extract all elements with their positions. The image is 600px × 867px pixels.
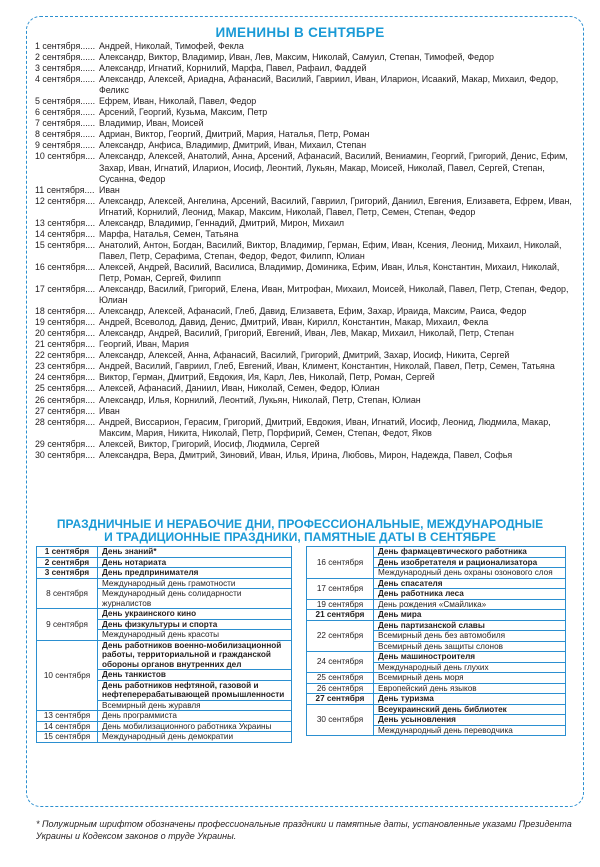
nameday-names: Александр, Виктор, Владимир, Иван, Лев, Максим, Николай, Самуил, Степан, Тимофей, Федор — [99, 52, 494, 63]
nameday-row — [35, 74, 575, 96]
holiday-name: Всеукраинский день библиотек — [374, 704, 566, 715]
holiday-name: День работника леса — [374, 589, 566, 600]
nameday-date: 28 сентября.... — [35, 416, 96, 427]
nameday-row — [35, 196, 575, 218]
nameday-date: 3 сентября...... — [35, 63, 96, 74]
nameday-row — [35, 63, 575, 74]
holiday-row — [37, 568, 292, 579]
nameday-row — [35, 129, 575, 140]
holiday-row — [307, 610, 566, 621]
nameday-date: 20 сентября.... — [35, 328, 96, 339]
nameday-names: Александра, Вера, Дмитрий, Зиновий, Иван, Илья, Ирина, Любовь, Мирон, Надежда, Павел, Софья — [99, 449, 513, 460]
holiday-name: День предпринимателя — [98, 568, 292, 579]
holiday-row — [307, 599, 566, 610]
nameday-date: 9 сентября...... — [35, 140, 96, 151]
holiday-row — [307, 683, 566, 694]
holidays-title-line2: И ТРАДИЦИОННЫЕ ПРАЗДНИКИ, ПАМЯТНЫЕ ДАТЫ В СЕНТЯБРЕ — [104, 530, 496, 544]
holiday-row — [37, 557, 292, 568]
nameday-names: Андрей, Всеволод, Давид, Денис, Дмитрий, Иван, Кирилл, Константин, Макар, Михаил, Фекла — [99, 317, 489, 328]
nameday-date: 16 сентября.... — [35, 261, 96, 272]
nameday-date: 1 сентября...... — [35, 41, 96, 51]
holiday-row — [37, 721, 292, 732]
nameday-names: Александр, Алексей, Афанасий, Глеб, Давид, Елизавета, Ефим, Захар, Ираида, Максим, Раиса, Федор — [99, 306, 527, 317]
nameday-date: 17 сентября.... — [35, 284, 96, 295]
nameday-names: Андрей, Василий, Гавриил, Глеб, Евгений, Иван, Климент, Константин, Николай, Павел, Петр, Семен, Татьяна — [99, 361, 555, 372]
holiday-name: Международный день грамотности — [98, 578, 292, 589]
nameday-row — [35, 151, 575, 184]
nameday-row — [35, 218, 575, 229]
holiday-name: День усыновления — [374, 715, 566, 726]
nameday-names: Марфа, Наталья, Семен, Татьяна — [99, 228, 239, 239]
nameday-date: 22 сентября.... — [35, 350, 96, 361]
nameday-date: 7 сентября...... — [35, 118, 96, 129]
holiday-row — [307, 652, 566, 663]
nameday-row — [35, 41, 575, 52]
holidays-title-line1: ПРАЗДНИЧНЫЕ И НЕРАБОЧИЕ ДНИ, ПРОФЕССИОНАЛЬНЫЕ, МЕЖДУНАРОДНЫЕ — [56, 517, 544, 531]
nameday-date: 13 сентября.... — [35, 217, 96, 228]
holiday-date: 1 сентября — [37, 547, 98, 558]
nameday-names: Александр, Алексей, Ангелина, Арсений, Василий, Гавриил, Григорий, Даниил, Евгения, Елизавета, Ефрем, Иван, Игнатий, Корнилий, Леонид, Макар, Максим, Николай, Павел, Петр, Семен, Степан, Федор — [99, 195, 572, 217]
holiday-name: День рождения «Смайлика» — [374, 599, 566, 610]
holiday-date: 30 сентября — [307, 704, 374, 736]
holiday-name: Международный день глухих — [374, 662, 566, 673]
holiday-name: Всемирный день защиты слонов — [374, 641, 566, 652]
holiday-row — [37, 547, 292, 558]
nameday-row — [35, 107, 575, 118]
holiday-row — [307, 694, 566, 705]
holiday-name: День работников военно-мобилизационной работы, территориальной и гражданской обороны органов внутренних дел — [98, 640, 292, 670]
nameday-date: 29 сентября.... — [35, 438, 96, 449]
holiday-row — [37, 640, 292, 670]
holiday-row — [307, 673, 566, 684]
nameday-date: 15 сентября.... — [35, 239, 96, 250]
holidays-title — [0, 518, 600, 544]
nameday-row — [35, 350, 575, 361]
nameday-names: Владимир, Иван, Моисей — [99, 118, 204, 129]
footnote: * Полужирным шрифтом обозначены профессиональные праздники и памятные даты, установленные указами Президента Украины и Кодексом законов о труде Украины. — [36, 819, 572, 841]
holiday-name: Всемирный день журавля — [98, 700, 292, 711]
nameday-names: Георгий, Иван, Мария — [99, 339, 189, 350]
holiday-name: День мира — [374, 610, 566, 621]
nameday-date: 18 сентября.... — [35, 306, 96, 317]
holiday-row — [307, 620, 566, 631]
nameday-names: Арсений, Георгий, Кузьма, Максим, Петр — [99, 107, 268, 118]
holiday-date: 9 сентября — [37, 609, 98, 641]
nameday-row — [35, 450, 575, 461]
nameday-row — [35, 140, 575, 151]
holiday-name: День фармацевтического работника — [374, 547, 566, 558]
holiday-name: Всемирный день без автомобиля — [374, 631, 566, 642]
holiday-row — [37, 578, 292, 589]
holiday-date: 10 сентября — [37, 640, 98, 711]
nameday-row — [35, 372, 575, 383]
holiday-date: 22 сентября — [307, 620, 374, 652]
nameday-names: Александр, Анфиса, Владимир, Дмитрий, Иван, Михаил, Степан — [99, 140, 367, 151]
nameday-names: Адриан, Виктор, Георгий, Дмитрий, Мария, Наталья, Петр, Роман — [99, 129, 370, 140]
nameday-names: Алексей, Афанасий, Даниил, Иван, Николай, Семен, Федор, Юлиан — [99, 383, 380, 394]
holiday-date: 3 сентября — [37, 568, 98, 579]
holiday-name: Международный день демократии — [98, 732, 292, 743]
nameday-date: 12 сентября.... — [35, 195, 96, 206]
nameday-names: Александр, Андрей, Василий, Григорий, Евгений, Иван, Лев, Макар, Михаил, Николай, Петр, Степан — [99, 328, 514, 339]
nameday-row — [35, 395, 575, 406]
nameday-names: Александр, Алексей, Анатолий, Анна, Арсений, Афанасий, Василий, Вениамин, Георгий, Григорий, Денис, Ефим, Захар, Иван, Игнатий, Иларион, Иосиф, Леонтий, Лукьян, Макар, Моисей, Николай, Павел, Сергей, Степан, Сусанна, Федор — [99, 151, 568, 184]
holiday-name: День спасателя — [374, 578, 566, 589]
holiday-name: День программиста — [98, 711, 292, 722]
holiday-name: День танкистов — [98, 670, 292, 681]
holiday-name: День мобилизационного работника Украины — [98, 721, 292, 732]
holiday-name: Международный день переводчика — [374, 725, 566, 736]
holiday-name: Европейский день языков — [374, 683, 566, 694]
holiday-row — [37, 609, 292, 620]
nameday-date: 6 сентября...... — [35, 107, 96, 118]
nameday-date: 26 сентября.... — [35, 394, 96, 405]
nameday-date: 8 сентября...... — [35, 129, 96, 140]
holiday-name: День нотариата — [98, 557, 292, 568]
holiday-name: День работников нефтяной, газовой и нефтеперерабатывающей промышленности — [98, 680, 292, 700]
nameday-row — [35, 118, 575, 129]
holiday-name: Международный день солидарности журналистов — [98, 589, 292, 609]
nameday-date: 27 сентября.... — [35, 405, 96, 416]
nameday-names: Александр, Алексей, Анна, Афанасий, Василий, Григорий, Дмитрий, Захар, Иосиф, Никита, Сергей — [99, 350, 510, 361]
holiday-date: 24 сентября — [307, 652, 374, 673]
holiday-date: 14 сентября — [37, 721, 98, 732]
nameday-date: 21 сентября.... — [35, 339, 96, 350]
nameday-date: 5 сентября...... — [35, 96, 96, 107]
nameday-names: Александр, Илья, Корнилий, Леонтий, Лукьян, Николай, Петр, Степан, Юлиан — [99, 394, 421, 405]
nameday-row — [35, 406, 575, 417]
holiday-name: День знаний* — [98, 547, 292, 558]
holidays-table-left — [36, 546, 292, 743]
nameday-date: 2 сентября...... — [35, 52, 96, 63]
nameday-names: Иван — [99, 405, 120, 416]
nameday-row — [35, 240, 575, 262]
nameday-names: Александр, Василий, Григорий, Елена, Иван, Митрофан, Михаил, Моисей, Николай, Павел, Петр, Степан, Федор, Юлиан — [99, 284, 569, 306]
holiday-date: 13 сентября — [37, 711, 98, 722]
holiday-date: 21 сентября — [307, 610, 374, 621]
nameday-row — [35, 339, 575, 350]
holiday-row — [307, 578, 566, 589]
nameday-names: Иван — [99, 184, 120, 195]
holiday-date: 15 сентября — [37, 732, 98, 743]
nameday-date: 19 сентября.... — [35, 317, 96, 328]
nameday-names: Алексей, Виктор, Григорий, Иосиф, Людмила, Сергей — [99, 438, 320, 449]
holiday-name: День украинского кино — [98, 609, 292, 620]
nameday-date: 24 сентября.... — [35, 372, 96, 383]
holiday-row — [37, 732, 292, 743]
nameday-row — [35, 96, 575, 107]
nameday-row — [35, 52, 575, 63]
nameday-date: 23 сентября.... — [35, 361, 96, 372]
holiday-name: Международный день красоты — [98, 630, 292, 641]
nameday-date: 14 сентября.... — [35, 228, 96, 239]
nameday-names: Александр, Алексей, Ариадна, Афанасий, Василий, Гавриил, Иван, Иларион, Исаакий, Макар, Михаил, Федор, Феликс — [99, 74, 559, 96]
holiday-date: 19 сентября — [307, 599, 374, 610]
holiday-date: 17 сентября — [307, 578, 374, 599]
nameday-names: Андрей, Николай, Тимофей, Фекла — [99, 41, 244, 51]
nameday-row — [35, 306, 575, 317]
nameday-names: Виктор, Герман, Дмитрий, Евдокия, Ия, Карл, Лев, Николай, Петр, Роман, Сергей — [99, 372, 435, 383]
nameday-names: Анатолий, Антон, Богдан, Василий, Виктор, Владимир, Герман, Ефим, Иван, Ксения, Леонид, Михаил, Николай, Павел, Петр, Серафима, Степан, Федор, Федот, Филипп, Юлиан — [99, 239, 562, 261]
holiday-date: 26 сентября — [307, 683, 374, 694]
holiday-name: День туризма — [374, 694, 566, 705]
nameday-names: Алексей, Андрей, Василий, Василиса, Владимир, Доминика, Ефим, Иван, Илья, Константин, Михаил, Николай, Петр, Роман, Сергей, Филипп — [99, 261, 560, 283]
holiday-name: День машиностроителя — [374, 652, 566, 663]
nameday-names: Александр, Игнатий, Корнилий, Марфа, Павел, Рафаил, Фаддей — [99, 63, 367, 74]
holiday-name: День партизанской славы — [374, 620, 566, 631]
nameday-row — [35, 317, 575, 328]
nameday-row — [35, 439, 575, 450]
nameday-date: 11 сентября.... — [35, 184, 95, 195]
nameday-date: 30 сентября.... — [35, 449, 96, 460]
nameday-date: 4 сентября...... — [35, 74, 96, 85]
holiday-date: 25 сентября — [307, 673, 374, 684]
nameday-row — [35, 229, 575, 240]
nameday-row — [35, 328, 575, 339]
holiday-name: Всемирный день моря — [374, 673, 566, 684]
holidays-table-right — [306, 546, 566, 736]
holiday-name: День изобретателя и рационализатора — [374, 557, 566, 568]
nameday-row — [35, 361, 575, 372]
nameday-names: Андрей, Виссарион, Герасим, Григорий, Дмитрий, Евдокия, Иван, Игнатий, Иосиф, Леонид, Людмила, Макар, Максим, Мария, Никита, Николай, Петр, Порфирий, Семен, Степан, Федот, Яков — [99, 416, 551, 438]
holiday-row — [37, 711, 292, 722]
holiday-row — [307, 547, 566, 558]
holiday-name: День физкультуры и спорта — [98, 619, 292, 630]
holiday-date: 16 сентября — [307, 547, 374, 579]
namedays-list — [35, 41, 575, 461]
nameday-row — [35, 383, 575, 394]
holiday-name: Международный день охраны озонового слоя — [374, 568, 566, 579]
nameday-row — [35, 284, 575, 306]
nameday-row — [35, 417, 575, 439]
nameday-row — [35, 185, 575, 196]
holiday-date: 2 сентября — [37, 557, 98, 568]
nameday-names: Ефрем, Иван, Николай, Павел, Федор — [99, 96, 257, 107]
nameday-names: Александр, Владимир, Геннадий, Дмитрий, Мирон, Михаил — [99, 217, 345, 228]
nameday-row — [35, 262, 575, 284]
namedays-title: ИМЕНИНЫ В СЕНТЯБРЕ — [215, 25, 385, 40]
holiday-date: 27 сентября — [307, 694, 374, 705]
holiday-date: 8 сентября — [37, 578, 98, 609]
holiday-row — [307, 704, 566, 715]
nameday-date: 10 сентября.... — [35, 151, 96, 162]
nameday-date: 25 сентября.... — [35, 383, 96, 394]
